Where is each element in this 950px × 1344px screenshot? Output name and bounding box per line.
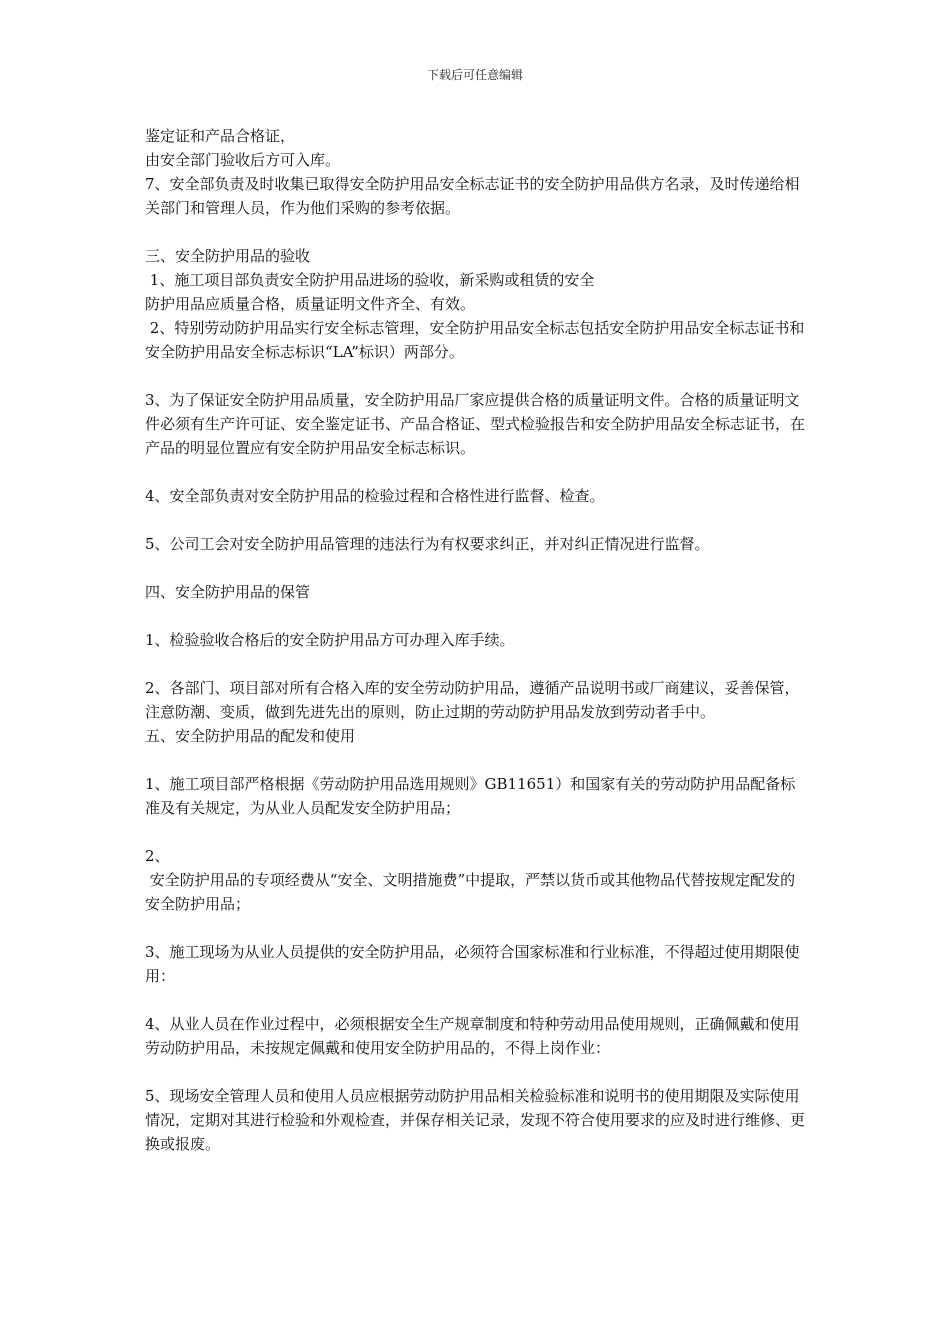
blank-line — [145, 460, 809, 484]
blank-line — [145, 508, 809, 532]
paragraph: 2、各部门、项目部对所有合格入库的安全劳动防护用品，遵循产品说明书或厂商建议，妥善保管，注意防潮、变质，做到先进先出的原则，防止过期的劳动防护用品发放到劳动者手中。 — [145, 679, 800, 721]
blank-line — [145, 820, 809, 844]
page-header: 下载后可任意编辑 — [426, 68, 523, 82]
paragraph: 由安全部门验收后方可入库。 — [145, 151, 341, 169]
blank-line — [145, 916, 809, 940]
blank-line — [145, 988, 809, 1012]
paragraph: 安全防护用品的专项经费从“安全、文明措施费”中提取，严禁以货币或其他物品代替按规定配发的安全防护用品； — [145, 871, 796, 913]
blank-line — [145, 220, 809, 244]
blank-line — [145, 748, 809, 772]
paragraph: 1、检验验收合格后的安全防护用品方可办理入库手续。 — [145, 631, 515, 649]
paragraph: 1、施工项目部严格根据《劳动防护用品选用规则》GB11651）和国家有关的劳动防护用品配备标准及有关规定，为从业人员配发安全防护用品； — [145, 775, 796, 817]
paragraph: 1、施工项目部负责安全防护用品进场的验收，新采购或租赁的安全 — [145, 271, 595, 289]
blank-line — [145, 652, 809, 676]
paragraph: 7、安全部负责及时收集已取得安全防护用品安全标志证书的安全防护用品供方名录，及时传递给相关部门和管理人员，作为他们采购的参考依据。 — [145, 175, 800, 217]
blank-line — [145, 1060, 809, 1084]
paragraph: 3、施工现场为从业人员提供的安全防护用品，必须符合国家标准和行业标准，不得超过使用期限使用： — [145, 943, 800, 985]
paragraph: 4、安全部负责对安全防护用品的检验过程和合格性进行监督、检查。 — [145, 487, 605, 505]
paragraph: 鉴定证和产品合格证， — [145, 127, 296, 145]
blank-line — [145, 364, 809, 388]
section-heading: 四、安全防护用品的保管 — [145, 583, 311, 601]
paragraph: 4、从业人员在作业过程中，必须根据安全生产规章制度和特种劳动用品使用规则，正确佩戴和使用劳动防护用品，未按规定佩戴和使用安全防护用品的，不得上岗作业： — [145, 1015, 800, 1057]
blank-line — [145, 556, 809, 580]
section-heading: 五、安全防护用品的配发和使用 — [145, 727, 356, 745]
section-heading: 三、安全防护用品的验收 — [145, 247, 311, 265]
paragraph: 5、公司工会对安全防护用品管理的违法行为有权要求纠正，并对纠正情况进行监督。 — [145, 535, 710, 553]
blank-line — [145, 604, 809, 628]
document-body — [145, 124, 809, 1156]
paragraph: 2、特别劳动防护用品实行安全标志管理，安全防护用品安全标志包括安全防护用品安全标志证书和安全防护用品安全标志标识“LA”标识）两部分。 — [145, 319, 805, 361]
paragraph: 2、 — [145, 847, 170, 865]
paragraph: 3、为了保证安全防护用品质量，安全防护用品厂家应提供合格的质量证明文件。合格的质量证明文件必须有生产许可证、安全鉴定证书、产品合格证、型式检验报告和安全防护用品安全标志证书，在产品的明显位置应有安全防护用品安全标志标识。 — [145, 391, 806, 457]
paragraph: 防护用品应质量合格，质量证明文件齐全、有效。 — [145, 295, 476, 313]
paragraph: 5、现场安全管理人员和使用人员应根据劳动防护用品相关检验标准和说明书的使用期限及实际使用情况，定期对其进行检验和外观检查，并保存相关记录，发现不符合使用要求的应及时进行维修、更换或报废。 — [145, 1087, 806, 1153]
